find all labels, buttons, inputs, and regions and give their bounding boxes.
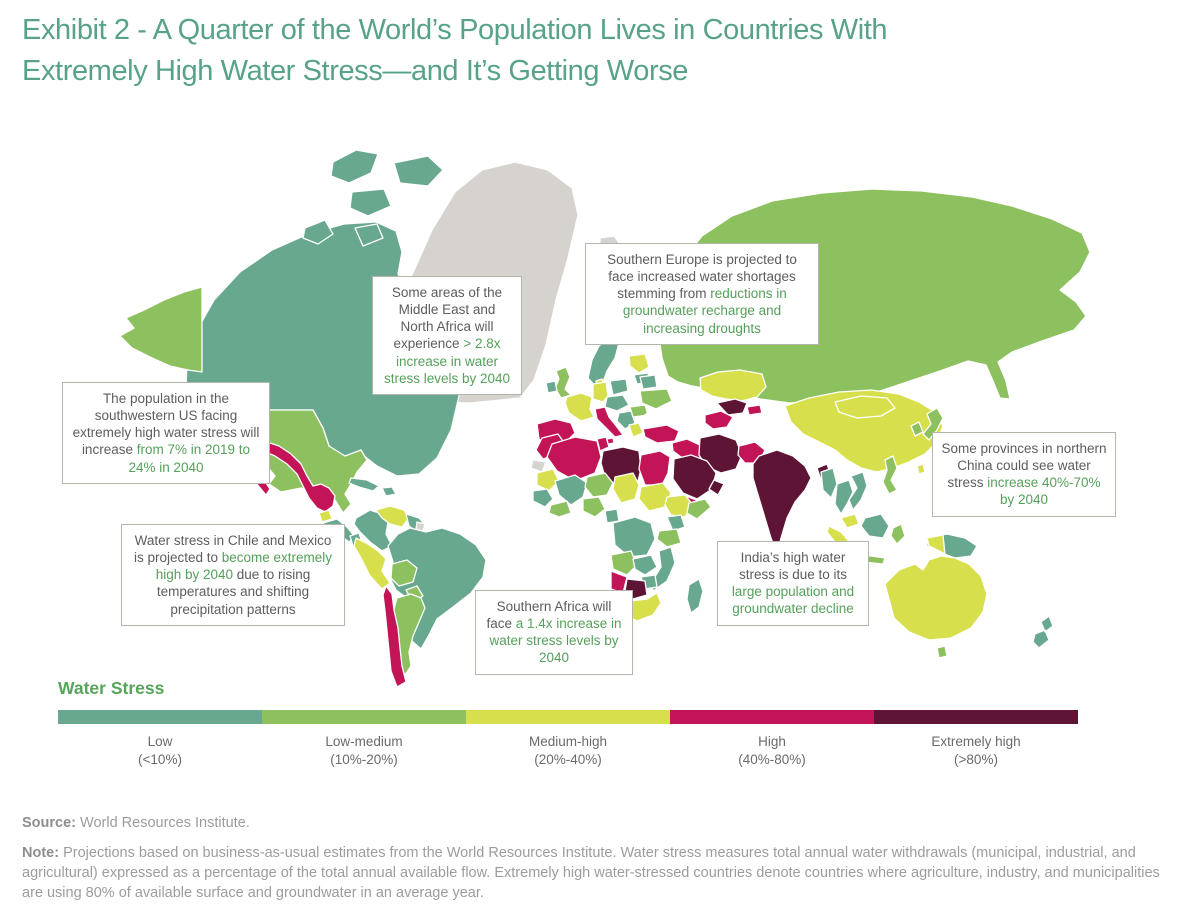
legend-swatch-extremely-high [874, 710, 1078, 724]
note-text: Projections based on business-as-usual estimates from the World Resources Institute. Water stress measures total annual water withdrawals (municipal, industrial, and agricultural) expressed as a percentage of the total annual available flow. Extremely high water-stressed countries denote countries where agriculture, industry, and municipalities are using 80% of available surface and groundwater in an average year. [22, 845, 1160, 901]
caspian-sea [692, 418, 702, 438]
callout-northern-china [932, 432, 1116, 517]
legend-label-extremely-high: Extremely high (>80%) [931, 734, 1021, 768]
callout-india [717, 541, 869, 626]
source-label: Source: [22, 815, 76, 831]
region-zambia [633, 555, 657, 575]
legend-labels [58, 733, 1078, 769]
region-mauritania [537, 469, 559, 491]
callout-text: India’s high water stress is due to its [738, 550, 848, 583]
source-text: World Resources Institute. [76, 815, 250, 831]
region-egypt [639, 451, 670, 485]
region-angola [611, 551, 637, 575]
callout-chile-mexico: Water stress in Chile and Mexico is projected to become extremely high by 2040 due to rising temperatures and shifting precipitation patterns [121, 524, 345, 626]
region-malaysia [841, 514, 859, 528]
region-central-europe [605, 395, 629, 411]
source-line [22, 813, 1182, 833]
legend-label-low: Low (<10%) [138, 734, 182, 768]
region-arctic-island [331, 150, 378, 183]
region-philippines [883, 456, 897, 494]
region-france [565, 393, 594, 421]
region-turkey [643, 425, 679, 443]
region-alaska [120, 287, 202, 372]
region-finland [629, 354, 649, 373]
region-tasmania [937, 646, 947, 658]
region-cuba [349, 478, 379, 491]
region-ivory-coast-ghana [549, 501, 571, 517]
region-india [753, 450, 811, 554]
region-myanmar [821, 468, 837, 498]
note-label: Note: [22, 845, 60, 861]
callout-southern-europe [585, 243, 819, 345]
legend-swatch-low-medium [262, 710, 466, 724]
title-line-2: Extremely High Water Stress—and It’s Getting Worse [22, 55, 689, 88]
legend-swatch-high [670, 710, 874, 724]
legend-swatch-medium-high [466, 710, 670, 724]
region-drc [613, 517, 655, 557]
region-new-zealand [1033, 616, 1053, 648]
callout-text: Water stress in Chile and Mexico is projected to [133, 533, 332, 566]
callout-text: Southern Europe is projected to face increased water shortages stemming from [607, 252, 797, 302]
callout-text: The population in the southwestern US facing extremely high water stress will increase [72, 391, 260, 458]
region-kazakhstan [700, 370, 766, 401]
callout-highlight: a 1.4x increase in water stress levels by 2040 [489, 616, 622, 666]
region-guatemala [319, 510, 332, 522]
region-germany [593, 382, 608, 402]
note-line [22, 843, 1180, 903]
region-nigeria [583, 497, 605, 517]
callout-text: Some areas of the Middle East and North Africa will experience [391, 285, 503, 352]
region-somalia [687, 499, 711, 519]
callout-text: Some provinces in northern China could see water stress [941, 441, 1107, 491]
region-senegal-guinea [533, 489, 553, 507]
callout-southwestern-us [62, 382, 270, 484]
callout-highlight: large population and groundwater decline [731, 584, 855, 617]
region-chad [613, 473, 639, 503]
region-borneo [861, 514, 889, 538]
black-sea [643, 412, 667, 423]
region-kyrgyzstan-tajikistan [747, 405, 762, 415]
legend-color-bar [58, 710, 1078, 724]
region-belarus [640, 375, 657, 389]
region-australia [885, 556, 987, 640]
region-ireland [546, 381, 557, 393]
callout-middle-east-north-africa [372, 276, 522, 395]
callout-highlight: > 2.8x increase in water stress levels by 2040 [383, 336, 511, 386]
legend-swatch-low [58, 710, 262, 724]
region-madagascar [687, 579, 703, 613]
callout-highlight: become extremely high by 2040 [155, 550, 333, 583]
region-poland [610, 379, 628, 395]
title-line-1: Exhibit 2 - A Quarter of the World’s Population Lives in Countries With [22, 14, 888, 46]
region-sulawesi [891, 524, 905, 544]
callout-text: Southern Africa will face [486, 599, 612, 632]
region-arctic-island [350, 189, 391, 216]
callout-highlight: increase 40%-70% by 2040 [987, 475, 1101, 508]
callout-southern-africa [475, 590, 633, 675]
callout-highlight: reductions in groundwater recharge and increasing droughts [622, 286, 787, 336]
legend-label-high: High (40%-80%) [738, 734, 806, 768]
region-tanzania [657, 529, 681, 547]
region-norway-sweden [588, 338, 619, 386]
legend-title: Water Stress [58, 678, 165, 698]
region-hispaniola [382, 487, 396, 496]
legend-label-medium-high: Medium-high (20%-40%) [528, 734, 608, 768]
region-arctic-island [394, 156, 443, 186]
region-mali [555, 475, 587, 505]
region-uk [555, 367, 571, 398]
region-greece [629, 423, 643, 437]
legend-label-low-medium: Low-medium (10%-20%) [325, 734, 403, 768]
callout-highlight: from 7% in 2019 to 24% in 2040 [128, 442, 251, 475]
region-taiwan [917, 464, 925, 474]
region-cameroon [605, 509, 619, 523]
region-western-sahara [531, 460, 546, 472]
